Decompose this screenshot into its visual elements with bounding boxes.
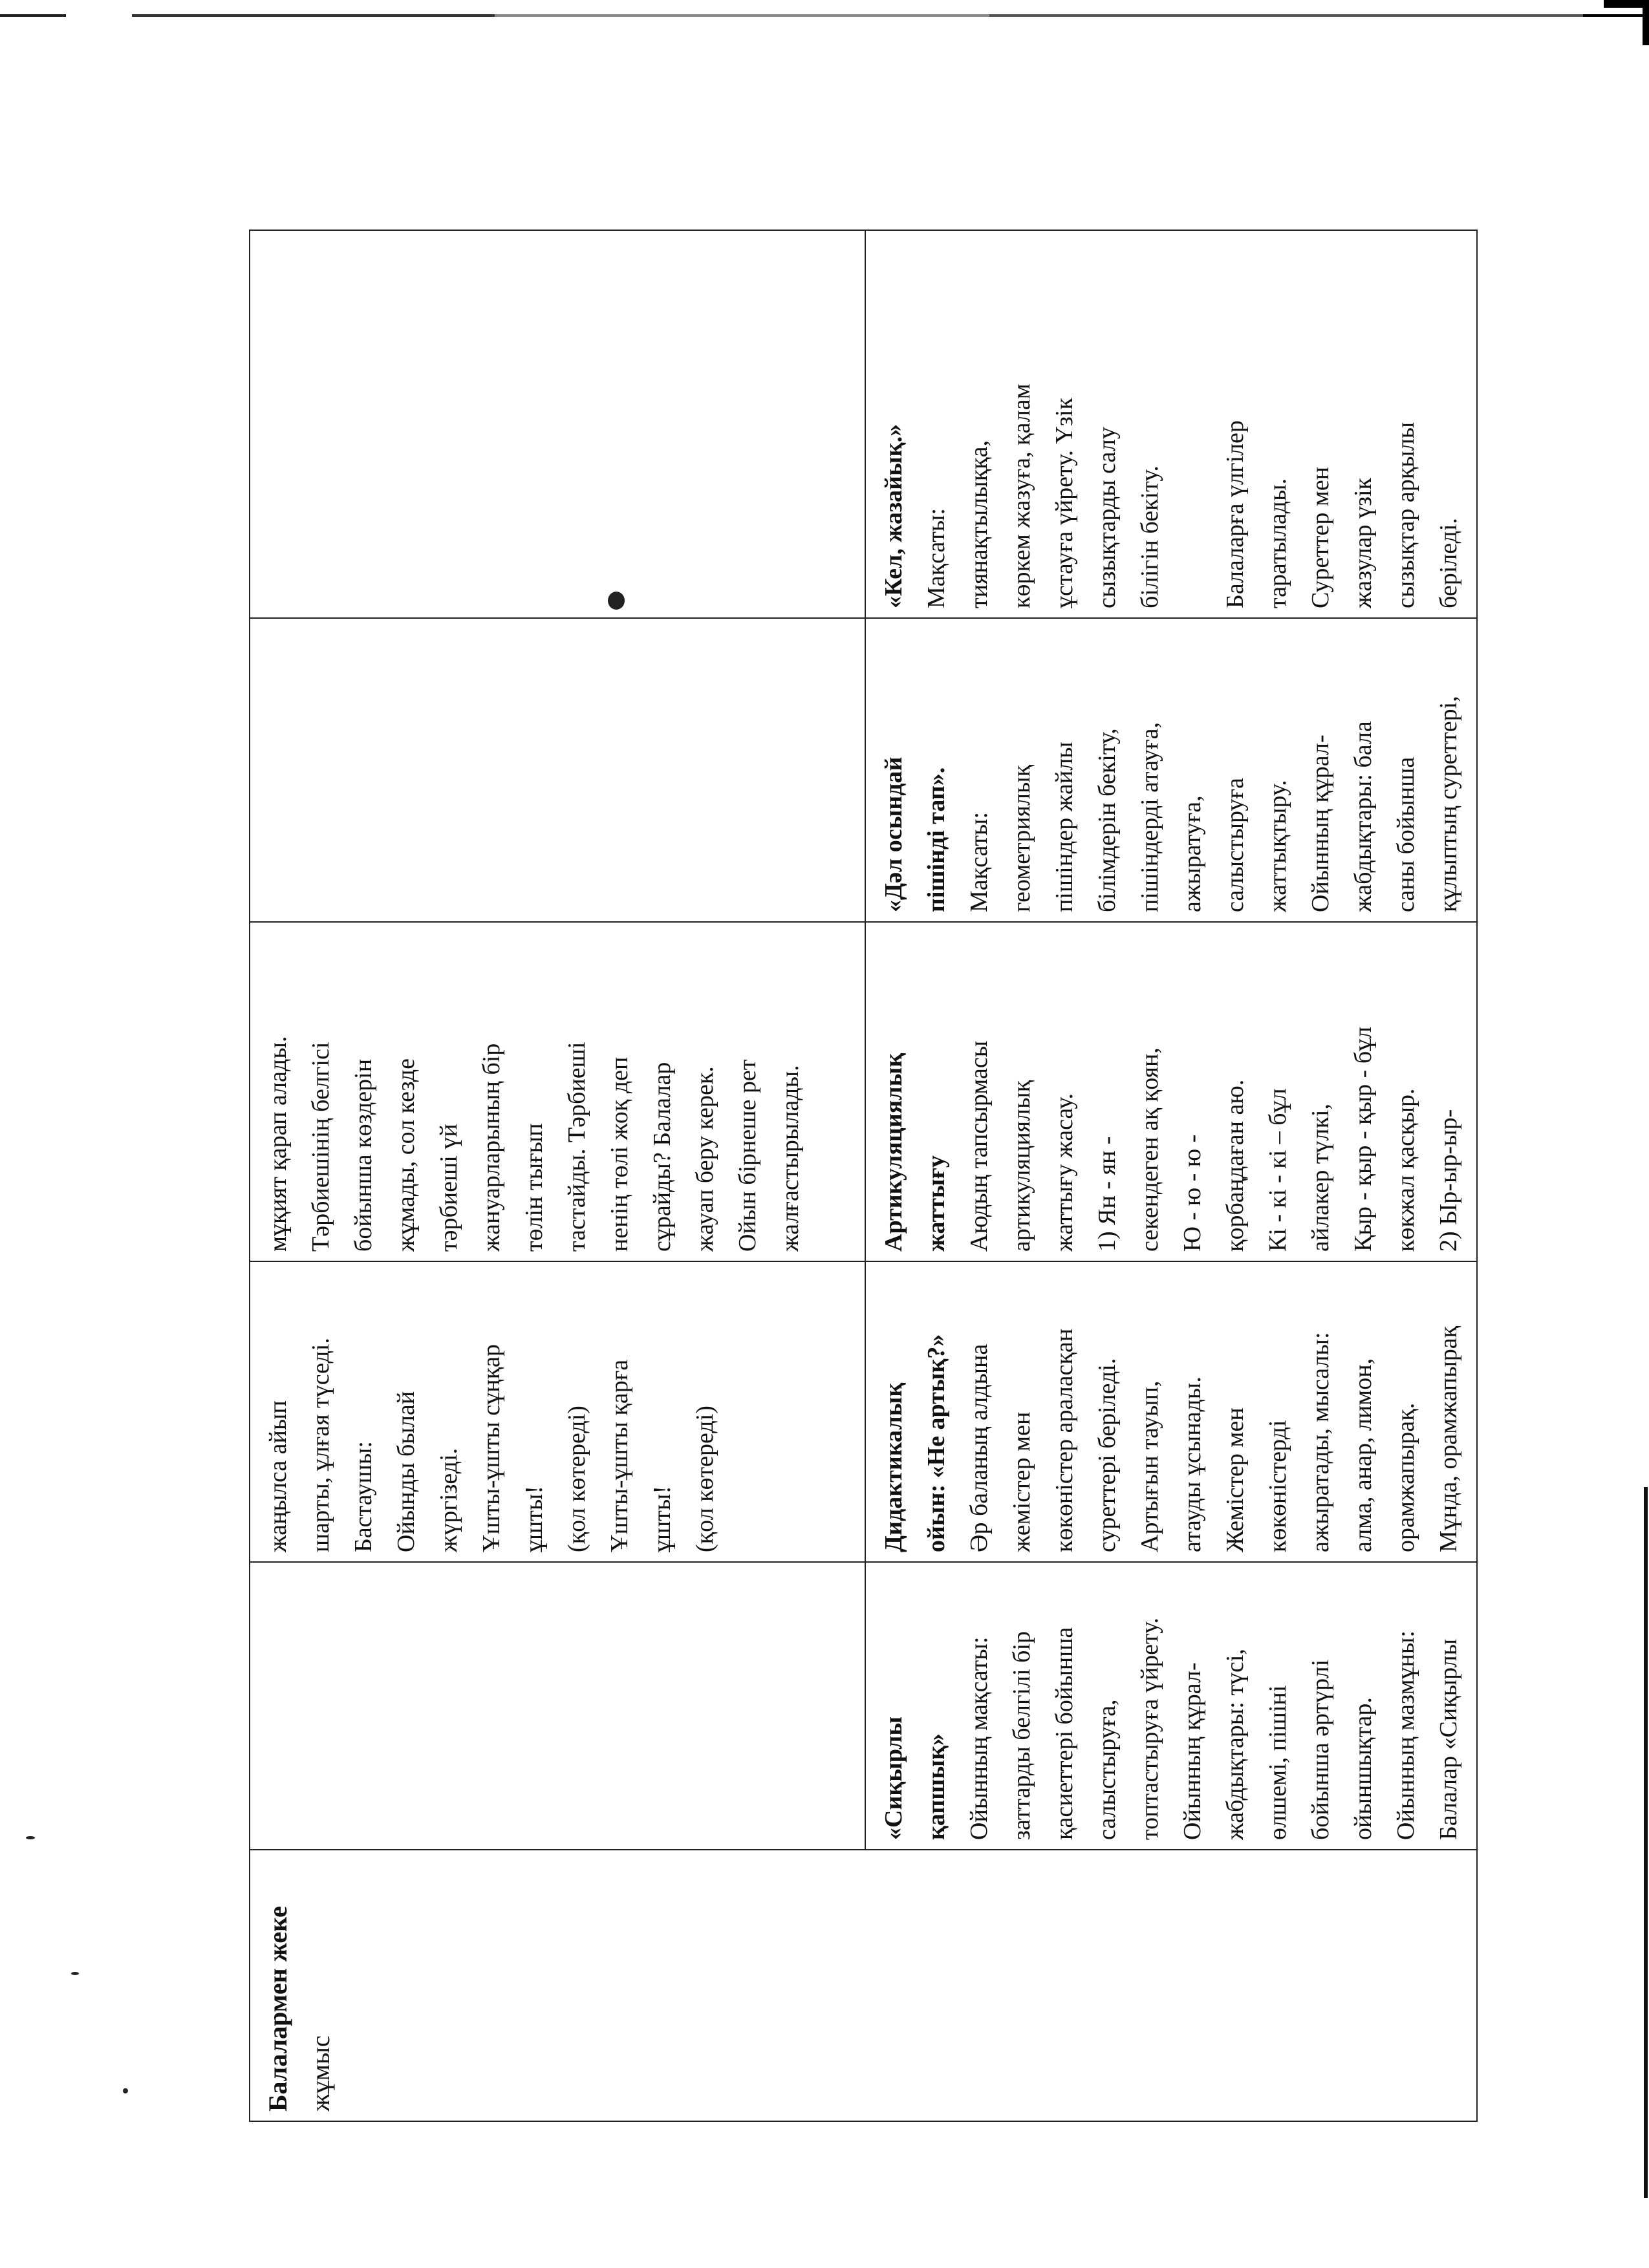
- bottom-cell-5: [865, 618, 1477, 922]
- text-line: Артығын тауып,: [1136, 1380, 1163, 1552]
- text-line: Ұшты-ұшты сұңқар: [478, 1344, 505, 1552]
- activity-title: «Кел, жазайық.»: [880, 423, 907, 608]
- text-line: бойынша әртүрлі: [1307, 1659, 1334, 1840]
- text-line: Ойынның мазмұны:: [1392, 1631, 1419, 1840]
- text-line: (қол көтереді): [691, 1406, 718, 1552]
- text-line: Ойынның құрал-: [1179, 1662, 1206, 1840]
- text-line: төлін тығып: [521, 1123, 548, 1252]
- text-line: салыстыруға: [1222, 778, 1249, 912]
- text-line: ажыратуға,: [1179, 795, 1206, 912]
- activity-title: «Сиқырлы: [880, 1716, 907, 1840]
- text-line: Суреттер мен: [1307, 466, 1334, 608]
- text-line: пішіндерді атауға,: [1136, 722, 1163, 912]
- text-line: ұстауға үйрету. Үзік: [1051, 398, 1078, 608]
- scan-speck: [123, 2088, 128, 2093]
- top-cell-6: [250, 230, 865, 618]
- text-line: көкжал қасқыр.: [1392, 1088, 1419, 1252]
- text-line: Ойынның мақсаты:: [965, 1636, 993, 1840]
- text-line: Ойын бірнеше рет: [734, 1059, 761, 1252]
- text-line: жауап беру керек.: [691, 1066, 718, 1252]
- top-cell-5: [250, 618, 865, 922]
- text-line: беріледі.: [1435, 518, 1462, 608]
- spacer-line: [1171, 240, 1214, 608]
- text-line: мұқият қарап алады.: [264, 1036, 292, 1252]
- text-line: көкөністерді: [1264, 1420, 1291, 1552]
- scan-speck: [26, 1836, 35, 1839]
- text-line: жаңылса айып: [264, 1400, 292, 1552]
- text-line: Әр баланың алдына: [965, 1343, 993, 1552]
- text-line: суреттері беріледі.: [1094, 1358, 1121, 1552]
- text-line: салыстыруға,: [1094, 1699, 1121, 1840]
- text-line: Балалар «Сиқырлы: [1435, 1638, 1462, 1840]
- row-label-line-1: Балалармен жеке: [263, 1906, 292, 2112]
- activity-title: пішінді тап».: [923, 767, 950, 912]
- text-line: білімдерін бекіту,: [1094, 728, 1121, 912]
- text-line: тастайды. Тәрбиеші: [563, 1042, 590, 1252]
- top-cell-4: [250, 922, 865, 1261]
- text-line: жаттығу жасау.: [1051, 1093, 1078, 1252]
- text-line: жұмады, сол кезде: [393, 1058, 420, 1252]
- lesson-plan-table: [249, 230, 1478, 2122]
- text-line: (қол көтереді): [563, 1406, 590, 1552]
- text-line: жануарларының бір: [478, 1043, 505, 1252]
- activity-title: ойын: «Не артық?»: [923, 1334, 950, 1552]
- text-line: сызықтар арқылы: [1392, 422, 1419, 608]
- text-line: жемістер мен: [1008, 1411, 1035, 1552]
- text-line: тиянақтылыққа,: [965, 440, 993, 608]
- text-line: Ойынның құрал-: [1307, 734, 1334, 912]
- text-line: заттарды белгілі бір: [1008, 1631, 1035, 1840]
- text-line: алма, анар, лимон,: [1350, 1358, 1377, 1552]
- scan-edge-right: [1644, 1487, 1648, 2198]
- text-line: көркем жазуға, қалам: [1008, 383, 1035, 608]
- text-line: топтастыруға үйрету.: [1136, 1618, 1163, 1840]
- text-line: тәрбиеші үй: [435, 1124, 462, 1252]
- text-line: Ұшты-ұшты қарға: [606, 1359, 633, 1552]
- text-line: шарты, ұлғая түседі.: [307, 1338, 334, 1552]
- text-line: Ойынды былай: [393, 1391, 420, 1552]
- text-line: 1) Ян - ян -: [1094, 1136, 1121, 1252]
- bottom-cell-4: [865, 922, 1477, 1261]
- text-line: жабдықтары: бала: [1350, 721, 1377, 912]
- text-line: Тәрбиешінің белгісі: [307, 1042, 334, 1252]
- text-line: пішіндер жайлы: [1051, 742, 1078, 912]
- text-line: Кі - кі - кі – бұл: [1264, 1088, 1291, 1252]
- text-line: жабдықтары: түсі,: [1222, 1649, 1249, 1840]
- scan-speck: [71, 1972, 79, 1975]
- text-line: Бастаушы:: [350, 1441, 377, 1552]
- text-line: құлыптың суреттері,: [1435, 696, 1462, 912]
- text-line: жүргізеді.: [435, 1448, 462, 1552]
- row-label-cell: [250, 1850, 1477, 2121]
- top-cell-3: [250, 1261, 865, 1562]
- table-row-top: [250, 230, 865, 2121]
- text-line: жаттықтыру.: [1264, 780, 1291, 912]
- text-line: ажыратады, мысалы:: [1307, 1332, 1334, 1552]
- activity-title: Артикуляциялық: [880, 1053, 907, 1252]
- text-line: Мақсаты:: [923, 508, 950, 608]
- text-line: сызықтарды салу: [1094, 427, 1121, 608]
- text-line: қорбаңдаған аю.: [1222, 1079, 1249, 1252]
- activity-title: «Дәл осындай: [880, 756, 907, 912]
- bottom-cell-6: [865, 230, 1477, 618]
- text-line: айлакер түлкі,: [1307, 1103, 1334, 1252]
- scan-corner-mark: [1604, 0, 1649, 45]
- activity-title: қапшық»: [923, 1733, 950, 1840]
- text-line: Мұнда, орамжапырақ: [1435, 1325, 1462, 1552]
- text-line: орамжапырақ.: [1392, 1402, 1419, 1552]
- activity-title: жаттығу: [923, 1155, 950, 1252]
- bottom-cell-2: [865, 1562, 1477, 1850]
- scan-edge-top: [0, 14, 1649, 17]
- text-line: білігін бекіту.: [1136, 465, 1163, 608]
- top-cell-2: [250, 1562, 865, 1850]
- text-line: 2) Ыр-ыр-ыр-: [1435, 1109, 1462, 1252]
- text-line: атауды ұсынады.: [1179, 1376, 1206, 1552]
- text-line: Балаларға үлгілер: [1222, 420, 1249, 608]
- row-label-line-2: жұмыс: [306, 2035, 335, 2112]
- text-line: артикуляциялық: [1008, 1080, 1035, 1252]
- text-line: Жемістер мен: [1222, 1407, 1249, 1552]
- table-row-bottom: [865, 230, 1477, 2121]
- text-line: секендеген ақ қоян,: [1136, 1047, 1163, 1252]
- text-line: ұшты!: [521, 1485, 548, 1552]
- text-line: ұшты!: [649, 1485, 676, 1552]
- text-line: көкөністер араласқан: [1051, 1328, 1078, 1552]
- text-line: саны бойынша: [1392, 756, 1419, 912]
- text-line: жазулар үзік: [1350, 477, 1377, 608]
- text-line: Ю - ю - ю -: [1179, 1134, 1206, 1252]
- text-line: Қыр - қыр - қыр - бұл: [1350, 1026, 1377, 1252]
- rotated-page-content: [249, 231, 1462, 2122]
- text-line: ненің төлі жоқ деп: [606, 1056, 633, 1252]
- text-line: Мақсаты:: [965, 811, 993, 912]
- text-line: Аюдың тапсырмасы: [965, 1040, 993, 1252]
- text-line: бойынша көздерін: [350, 1058, 377, 1252]
- text-line: ойыншықтар.: [1350, 1697, 1377, 1840]
- text-line: геометриялық: [1008, 765, 1035, 912]
- bottom-cell-3: [865, 1261, 1477, 1562]
- text-line: сұрайды? Балалар: [649, 1062, 676, 1252]
- text-line: өлшемі, пішіні: [1264, 1685, 1291, 1840]
- text-line: қасиеттері бойынша: [1051, 1627, 1078, 1840]
- text-line: жалғастырылады.: [777, 1065, 804, 1252]
- activity-title: Дидактикалық: [880, 1382, 907, 1552]
- text-line: таратылады.: [1264, 478, 1291, 608]
